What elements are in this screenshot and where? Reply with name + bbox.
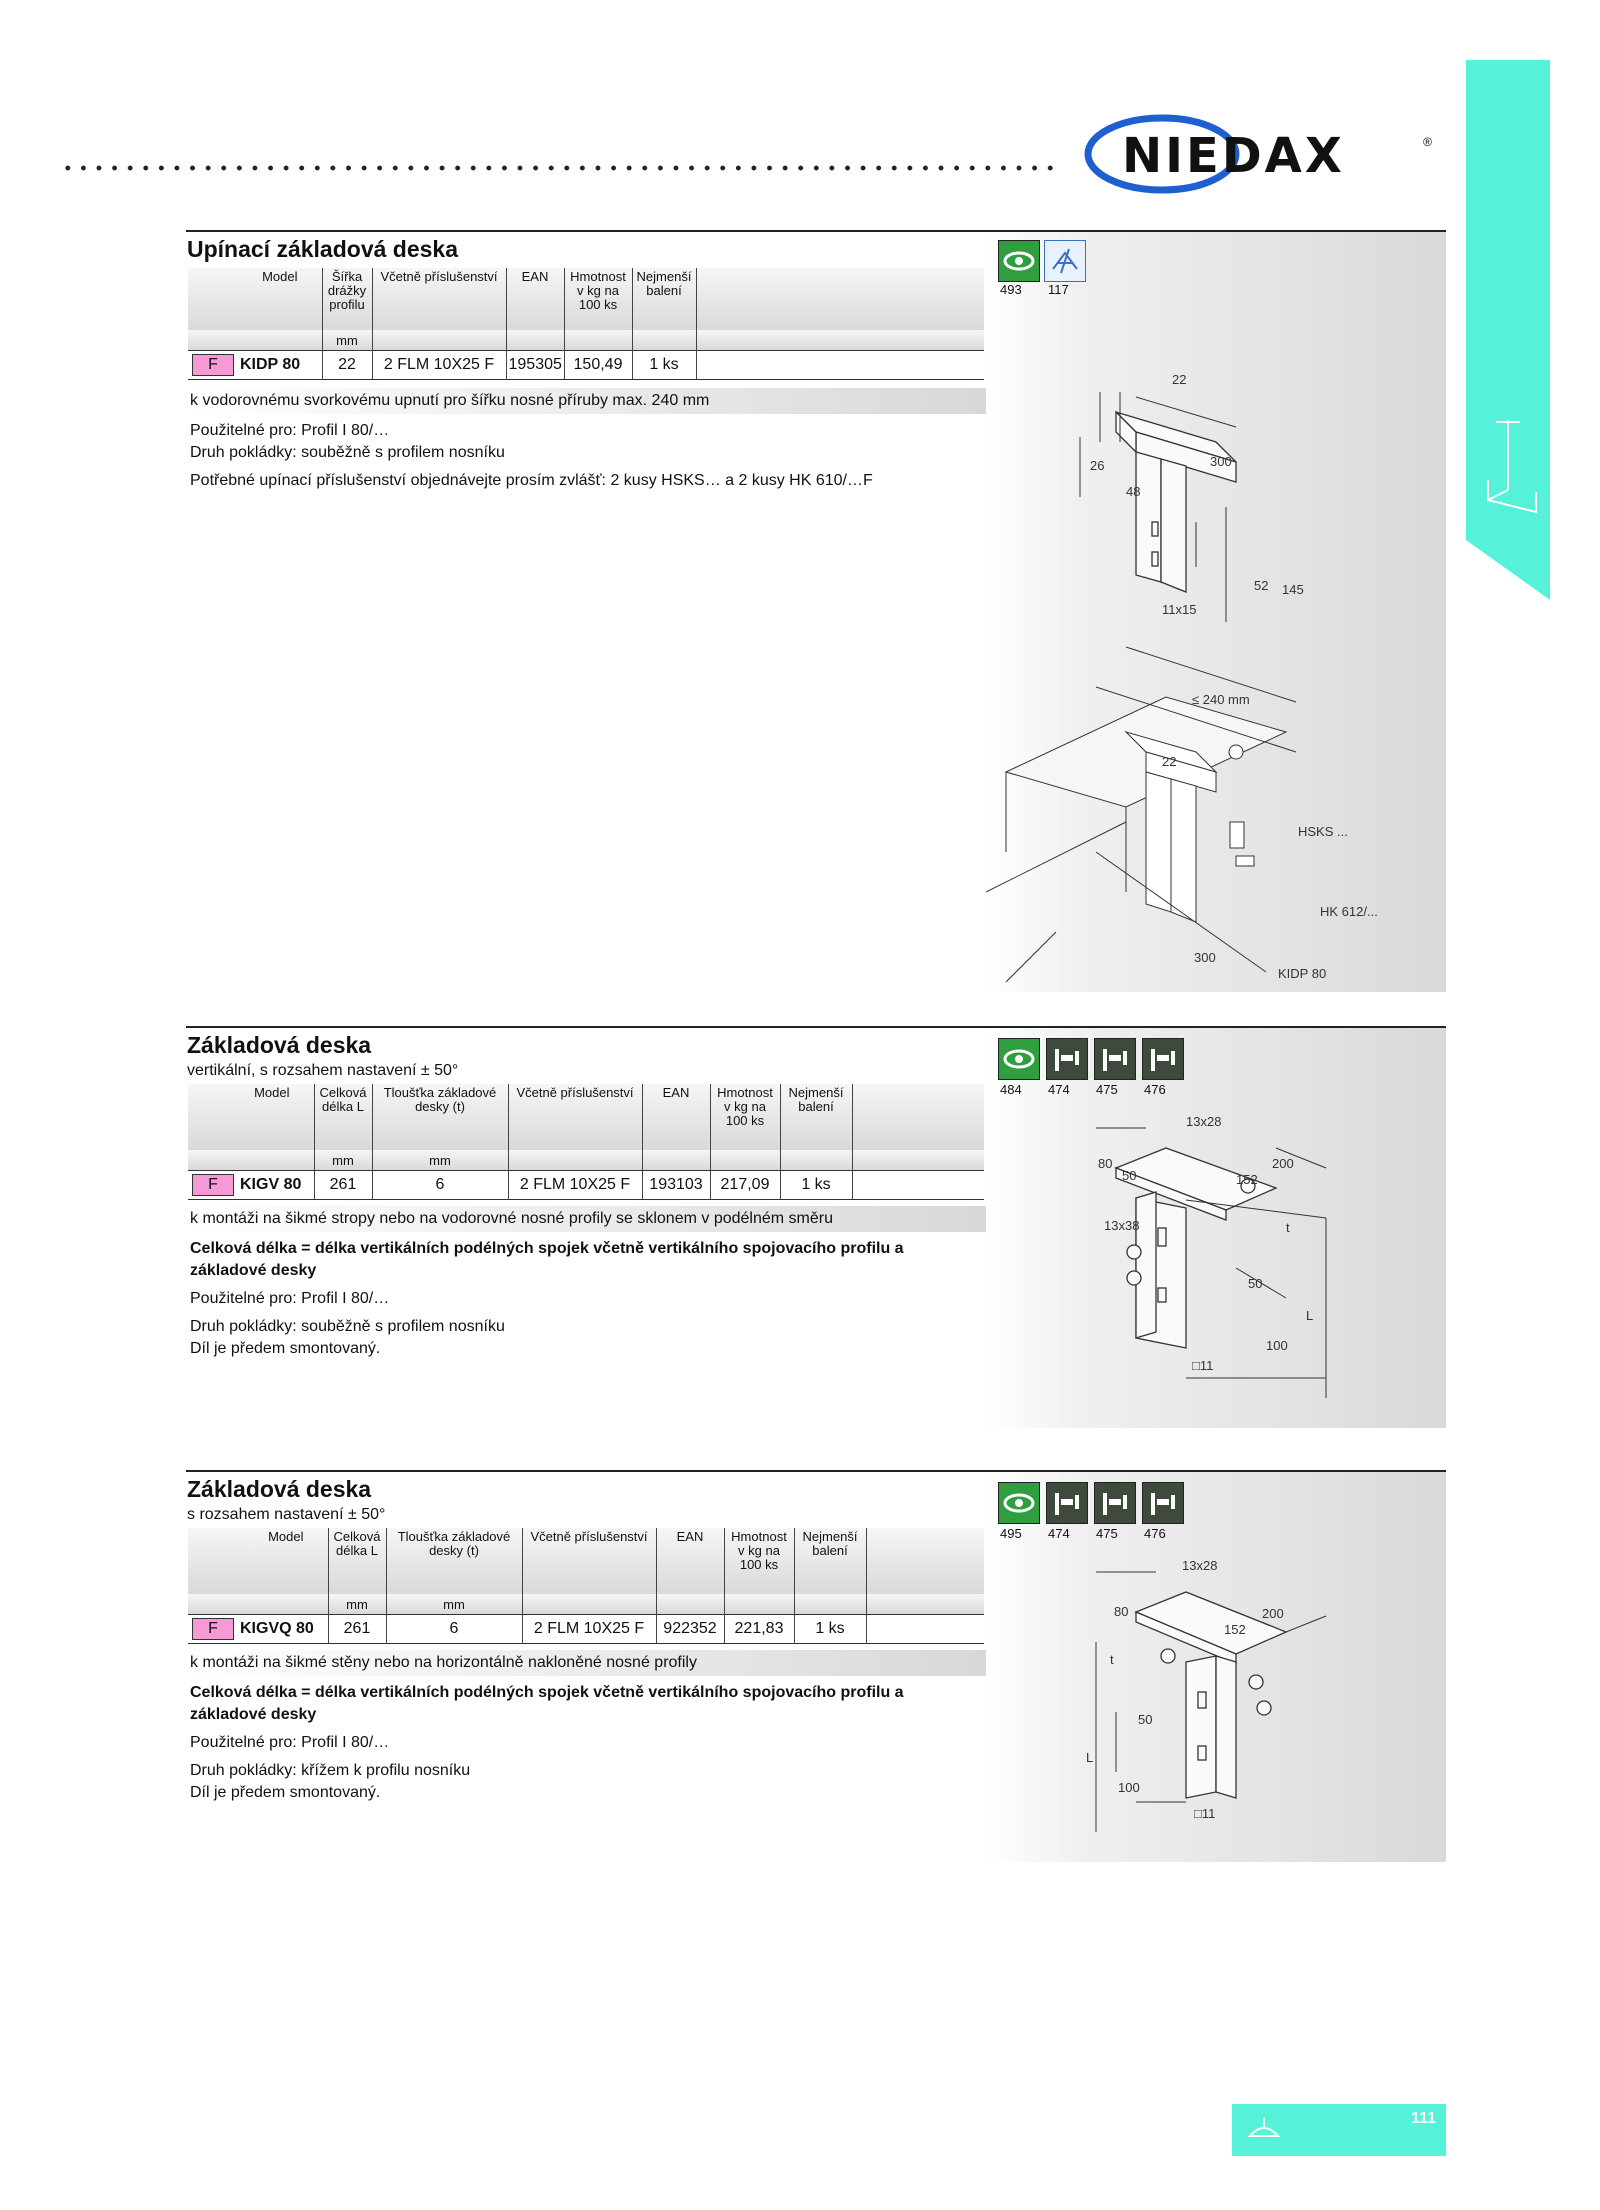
unit-label: mm bbox=[314, 1150, 372, 1170]
lead-text: k montáži na šikmé stropy nebo na vodorovné nosné profily se sklonem v podélném směru bbox=[186, 1206, 986, 1232]
mount-icon bbox=[1142, 1038, 1184, 1080]
note-line: Druh pokládky: souběžně s profilem nosníku bbox=[190, 444, 505, 461]
col-header: Model bbox=[188, 1528, 328, 1594]
table-cell: 22 bbox=[322, 350, 372, 379]
svg-text:152: 152 bbox=[1236, 1172, 1258, 1187]
bold-note: Celková délka = délka vertikálních podélných spojek včetně vertikálního spojovacího profilu a základové desky bbox=[190, 1684, 904, 1723]
table-cell: 2 FLM 10X25 F bbox=[522, 1614, 656, 1643]
col-header: EAN bbox=[656, 1528, 724, 1594]
lead-text: k montáži na šikmé stěny nebo na horizontálně nakloněné nosné profily bbox=[186, 1650, 986, 1676]
icon-number: 475 bbox=[1096, 1526, 1118, 1541]
svg-text:□11: □11 bbox=[1194, 1806, 1216, 1821]
technical-drawing bbox=[986, 292, 1446, 992]
note-line: Použitelné pro: Profil I 80/… bbox=[190, 1734, 390, 1751]
note-line: Potřebné upínací příslušenství objednávejte prosím zvlášť: 2 kusy HSKS… a 2 kusy HK 610/…F bbox=[190, 472, 873, 489]
table-cell: 6 bbox=[386, 1614, 522, 1643]
spec-table bbox=[188, 268, 984, 380]
svg-text:NIEDAX: NIEDAX bbox=[1122, 128, 1345, 184]
table-cell: 193103 bbox=[642, 1170, 710, 1199]
table-cell: 261 bbox=[328, 1614, 386, 1643]
notes bbox=[190, 1238, 980, 1360]
clamp-icon bbox=[1044, 240, 1086, 282]
variant-badge: F bbox=[192, 1618, 234, 1640]
col-header: EAN bbox=[506, 268, 564, 330]
mount-icon bbox=[1094, 1038, 1136, 1080]
table-cell: 1 ks bbox=[632, 350, 696, 379]
svg-text:□11: □11 bbox=[1192, 1358, 1214, 1373]
svg-text:L: L bbox=[1306, 1308, 1314, 1323]
svg-text:50: 50 bbox=[1138, 1712, 1153, 1727]
col-header: Šířka drážky profilu bbox=[322, 268, 372, 330]
svg-text:145: 145 bbox=[1282, 582, 1304, 597]
table-cell: 2 FLM 10X25 F bbox=[508, 1170, 642, 1199]
table-cell: 922352 bbox=[656, 1614, 724, 1643]
svg-text:13x28: 13x28 bbox=[1182, 1558, 1218, 1573]
table-row bbox=[188, 1614, 984, 1643]
table-cell: 1 ks bbox=[794, 1614, 866, 1643]
note-line: Druh pokládky: křížem k profilu nosníku bbox=[190, 1762, 471, 1779]
eye-icon bbox=[998, 1482, 1040, 1524]
svg-text:100: 100 bbox=[1266, 1338, 1288, 1353]
bold-note: Celková délka = délka vertikálních podélných spojek včetně vertikálního spojovacího profilu a základové desky bbox=[190, 1240, 904, 1279]
svg-text:t: t bbox=[1110, 1652, 1114, 1667]
icon-number: 117 bbox=[1048, 282, 1069, 297]
section-title: Základová deska bbox=[187, 1476, 372, 1502]
mount-icon bbox=[1142, 1482, 1184, 1524]
svg-text:®: ® bbox=[1423, 135, 1432, 149]
unit-label: mm bbox=[328, 1594, 386, 1614]
model-code: KIGVQ 80 bbox=[240, 1619, 314, 1637]
note-line: Použitelné pro: Profil I 80/… bbox=[190, 1290, 390, 1307]
svg-text:t: t bbox=[1286, 1220, 1290, 1235]
niedax-logo bbox=[1082, 112, 1442, 196]
svg-text:HK 612/...: HK 612/... bbox=[1320, 904, 1378, 919]
model-code: KIGV 80 bbox=[240, 1175, 302, 1193]
table-row bbox=[188, 350, 984, 379]
product-image-panel bbox=[986, 232, 1446, 992]
svg-text:50: 50 bbox=[1122, 1168, 1137, 1183]
variant-badge: F bbox=[192, 1174, 234, 1196]
icon-number: 484 bbox=[1000, 1082, 1022, 1097]
table-cell: 195305 bbox=[506, 350, 564, 379]
svg-text:80: 80 bbox=[1114, 1604, 1129, 1619]
svg-text:13x38: 13x38 bbox=[1104, 1218, 1140, 1233]
svg-text:≤ 240 mm: ≤ 240 mm bbox=[1192, 692, 1250, 707]
col-header: Hmotnost v kg na 100 ks bbox=[710, 1084, 780, 1150]
icon-number: 474 bbox=[1048, 1082, 1070, 1097]
col-header: Hmotnost v kg na 100 ks bbox=[564, 268, 632, 330]
icon-number: 474 bbox=[1048, 1526, 1070, 1541]
lead-text: k vodorovnému svorkovému upnutí pro šířku nosné příruby max. 240 mm bbox=[186, 388, 986, 414]
mount-icon bbox=[1046, 1482, 1088, 1524]
col-header: Nejmenší balení bbox=[794, 1528, 866, 1594]
unit-label: mm bbox=[372, 1150, 508, 1170]
notes bbox=[190, 420, 980, 492]
col-header: Včetně příslušenství bbox=[372, 268, 506, 330]
section-title: Základová deska bbox=[187, 1032, 372, 1058]
col-header: Včetně příslušenství bbox=[522, 1528, 656, 1594]
page-footer bbox=[1232, 2104, 1446, 2156]
svg-text:100: 100 bbox=[1118, 1780, 1140, 1795]
icon-number: 476 bbox=[1144, 1526, 1166, 1541]
note-line: Díl je předem smontovaný. bbox=[190, 1340, 381, 1357]
unit-label: mm bbox=[386, 1594, 522, 1614]
svg-text:300: 300 bbox=[1210, 454, 1232, 469]
ceiling-mount-icon bbox=[1244, 2114, 1284, 2144]
table-cell: 261 bbox=[314, 1170, 372, 1199]
side-tab bbox=[1466, 60, 1550, 600]
table-cell: 150,49 bbox=[564, 350, 632, 379]
notes bbox=[190, 1682, 980, 1804]
svg-text:13x28: 13x28 bbox=[1186, 1114, 1222, 1129]
eye-icon bbox=[998, 1038, 1040, 1080]
spec-table bbox=[188, 1084, 984, 1200]
table-cell: 217,09 bbox=[710, 1170, 780, 1199]
page-number: 111 bbox=[1411, 2110, 1436, 2127]
dotted-rule bbox=[60, 164, 1060, 172]
product-image-panel bbox=[986, 1028, 1446, 1428]
svg-text:152: 152 bbox=[1224, 1622, 1246, 1637]
technical-drawing bbox=[986, 1532, 1446, 1862]
svg-text:11x15: 11x15 bbox=[1162, 602, 1197, 617]
variant-badge: F bbox=[192, 354, 234, 376]
unit-label: mm bbox=[322, 330, 372, 350]
eye-icon bbox=[998, 240, 1040, 282]
icon-number: 493 bbox=[1000, 282, 1022, 297]
svg-text:KIDP 80: KIDP 80 bbox=[1278, 966, 1327, 981]
col-header: Nejmenší balení bbox=[780, 1084, 852, 1150]
svg-text:300: 300 bbox=[1194, 950, 1216, 965]
table-row bbox=[188, 1170, 984, 1199]
col-header: Nejmenší balení bbox=[632, 268, 696, 330]
col-header: Celková délka L bbox=[314, 1084, 372, 1150]
mount-icon bbox=[1046, 1038, 1088, 1080]
col-header: Tloušťka základové desky (t) bbox=[372, 1084, 508, 1150]
section-subtitle: s rozsahem nastavení ± 50° bbox=[187, 1506, 386, 1523]
col-header: Včetně příslušenství bbox=[508, 1084, 642, 1150]
table-cell: 6 bbox=[372, 1170, 508, 1199]
table-cell: 1 ks bbox=[780, 1170, 852, 1199]
icon-number: 476 bbox=[1144, 1082, 1166, 1097]
section-subtitle: vertikální, s rozsahem nastavení ± 50° bbox=[187, 1062, 459, 1079]
col-header: Hmotnost v kg na 100 ks bbox=[724, 1528, 794, 1594]
note-line: Použitelné pro: Profil I 80/… bbox=[190, 422, 390, 439]
technical-drawing bbox=[986, 1088, 1446, 1428]
svg-text:52: 52 bbox=[1254, 578, 1269, 593]
table-cell: 2 FLM 10X25 F bbox=[372, 350, 506, 379]
svg-text:22: 22 bbox=[1162, 754, 1177, 769]
svg-text:50: 50 bbox=[1248, 1276, 1263, 1291]
product-image-panel bbox=[986, 1472, 1446, 1862]
svg-text:HSKS ...: HSKS ... bbox=[1298, 824, 1348, 839]
icon-number: 475 bbox=[1096, 1082, 1118, 1097]
svg-text:26: 26 bbox=[1090, 458, 1105, 473]
mount-icon bbox=[1094, 1482, 1136, 1524]
svg-text:200: 200 bbox=[1262, 1606, 1284, 1621]
col-header: Model bbox=[188, 1084, 314, 1150]
svg-text:80: 80 bbox=[1098, 1156, 1113, 1171]
svg-text:200: 200 bbox=[1272, 1156, 1294, 1171]
model-code: KIDP 80 bbox=[240, 355, 301, 373]
col-header: EAN bbox=[642, 1084, 710, 1150]
note-line: Druh pokládky: souběžně s profilem nosníku bbox=[190, 1318, 505, 1335]
section-title: Upínací základová deska bbox=[187, 236, 459, 262]
svg-text:22: 22 bbox=[1172, 372, 1187, 387]
col-header: Model bbox=[188, 268, 322, 330]
svg-text:L: L bbox=[1086, 1750, 1094, 1765]
col-header: Tloušťka základové desky (t) bbox=[386, 1528, 522, 1594]
spec-table bbox=[188, 1528, 984, 1644]
table-cell: 221,83 bbox=[724, 1614, 794, 1643]
note-line: Díl je předem smontovaný. bbox=[190, 1784, 381, 1801]
icon-number: 495 bbox=[1000, 1526, 1022, 1541]
col-header: Celková délka L bbox=[328, 1528, 386, 1594]
svg-text:48: 48 bbox=[1126, 484, 1141, 499]
